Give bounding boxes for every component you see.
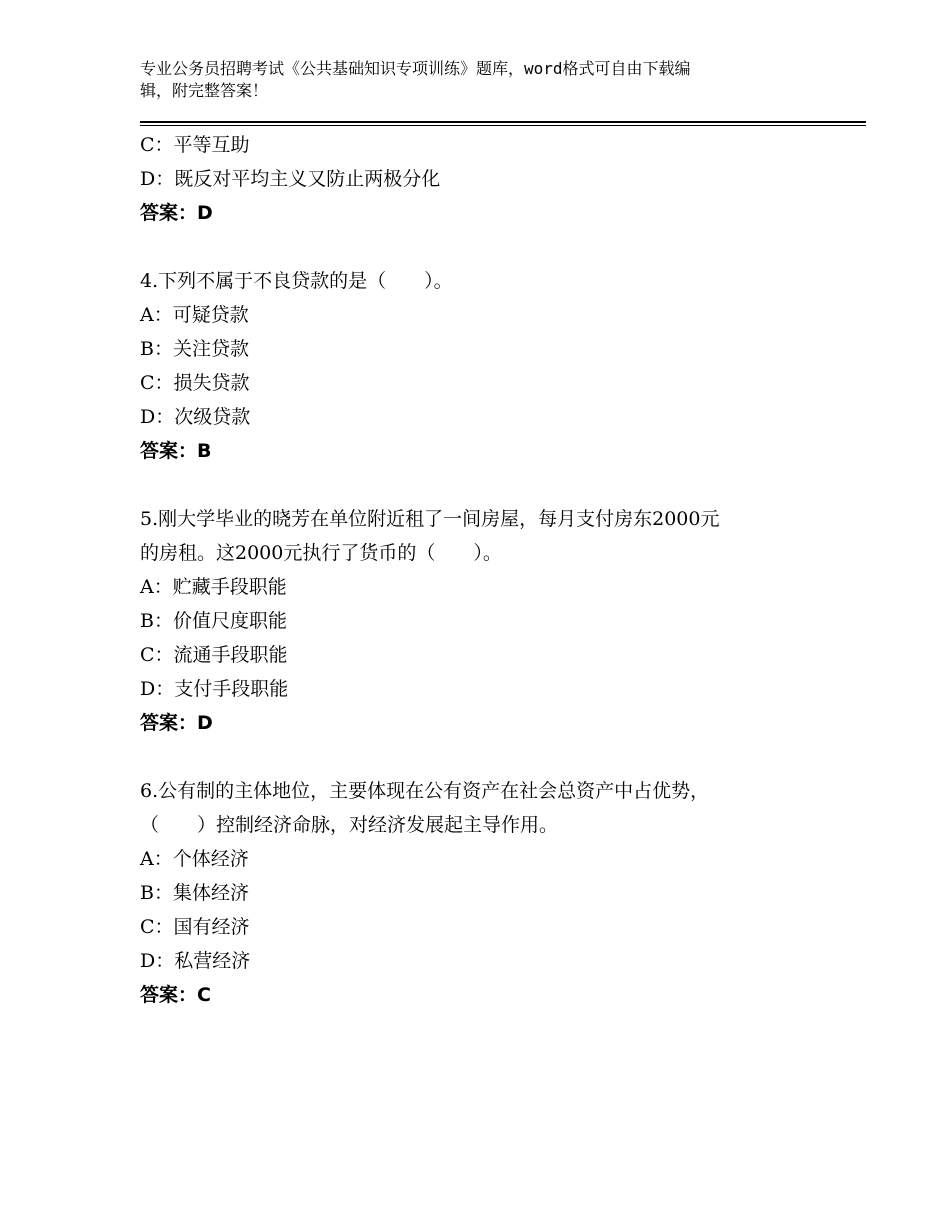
- header-rule-thin: [140, 125, 866, 126]
- answer-label: 答案：D: [140, 712, 213, 734]
- option-a: A：个体经济: [140, 848, 249, 870]
- answer-label: 答案：C: [140, 984, 211, 1006]
- page-header: [140, 58, 790, 102]
- option-c: C：国有经济: [140, 916, 250, 938]
- answer-label: 答案：B: [140, 440, 212, 462]
- question-list: [140, 128, 820, 1012]
- question-6: [140, 774, 820, 1012]
- question-stem: 4.下列不属于不良贷款的是（ ）。: [140, 270, 453, 292]
- spacer: [140, 740, 820, 774]
- spacer: [140, 468, 820, 502]
- question-3-continued: [140, 128, 820, 230]
- header-line-2: 辑，附完整答案！: [140, 81, 269, 100]
- option-a: A：贮藏手段职能: [140, 576, 287, 598]
- option-a: A：可疑贷款: [140, 304, 249, 326]
- option-b: B：关注贷款: [140, 338, 249, 360]
- option-d: D：支付手段职能: [140, 678, 289, 700]
- question-5: [140, 502, 820, 740]
- option-d: D：既反对平均主义又防止两极分化: [140, 168, 441, 190]
- spacer: [140, 230, 820, 264]
- question-4: [140, 264, 820, 468]
- option-b: B：集体经济: [140, 882, 249, 904]
- header-line-1: 专业公务员招聘考试《公共基础知识专项训练》题库，word格式可自由下载编: [140, 59, 691, 78]
- option-c: C：流通手段职能: [140, 644, 288, 666]
- option-c: C：损失贷款: [140, 372, 250, 394]
- question-stem-line-2: 的房租。这2000元执行了货币的（ ）。: [140, 542, 502, 564]
- answer-label: 答案：D: [140, 202, 213, 224]
- option-d: D：私营经济: [140, 950, 251, 972]
- header-rule-thick: [140, 121, 866, 123]
- option-c: C：平等互助: [140, 134, 250, 156]
- question-stem-line-1: 6.公有制的主体地位，主要体现在公有资产在社会总资产中占优势，: [140, 780, 710, 802]
- option-d: D：次级贷款: [140, 406, 251, 428]
- question-stem-line-1: 5.刚大学毕业的晓芳在单位附近租了一间房屋，每月支付房东2000元: [140, 508, 720, 530]
- option-b: B：价值尺度职能: [140, 610, 287, 632]
- question-stem-line-2: （ ）控制经济命脉，对经济发展起主导作用。: [140, 814, 559, 836]
